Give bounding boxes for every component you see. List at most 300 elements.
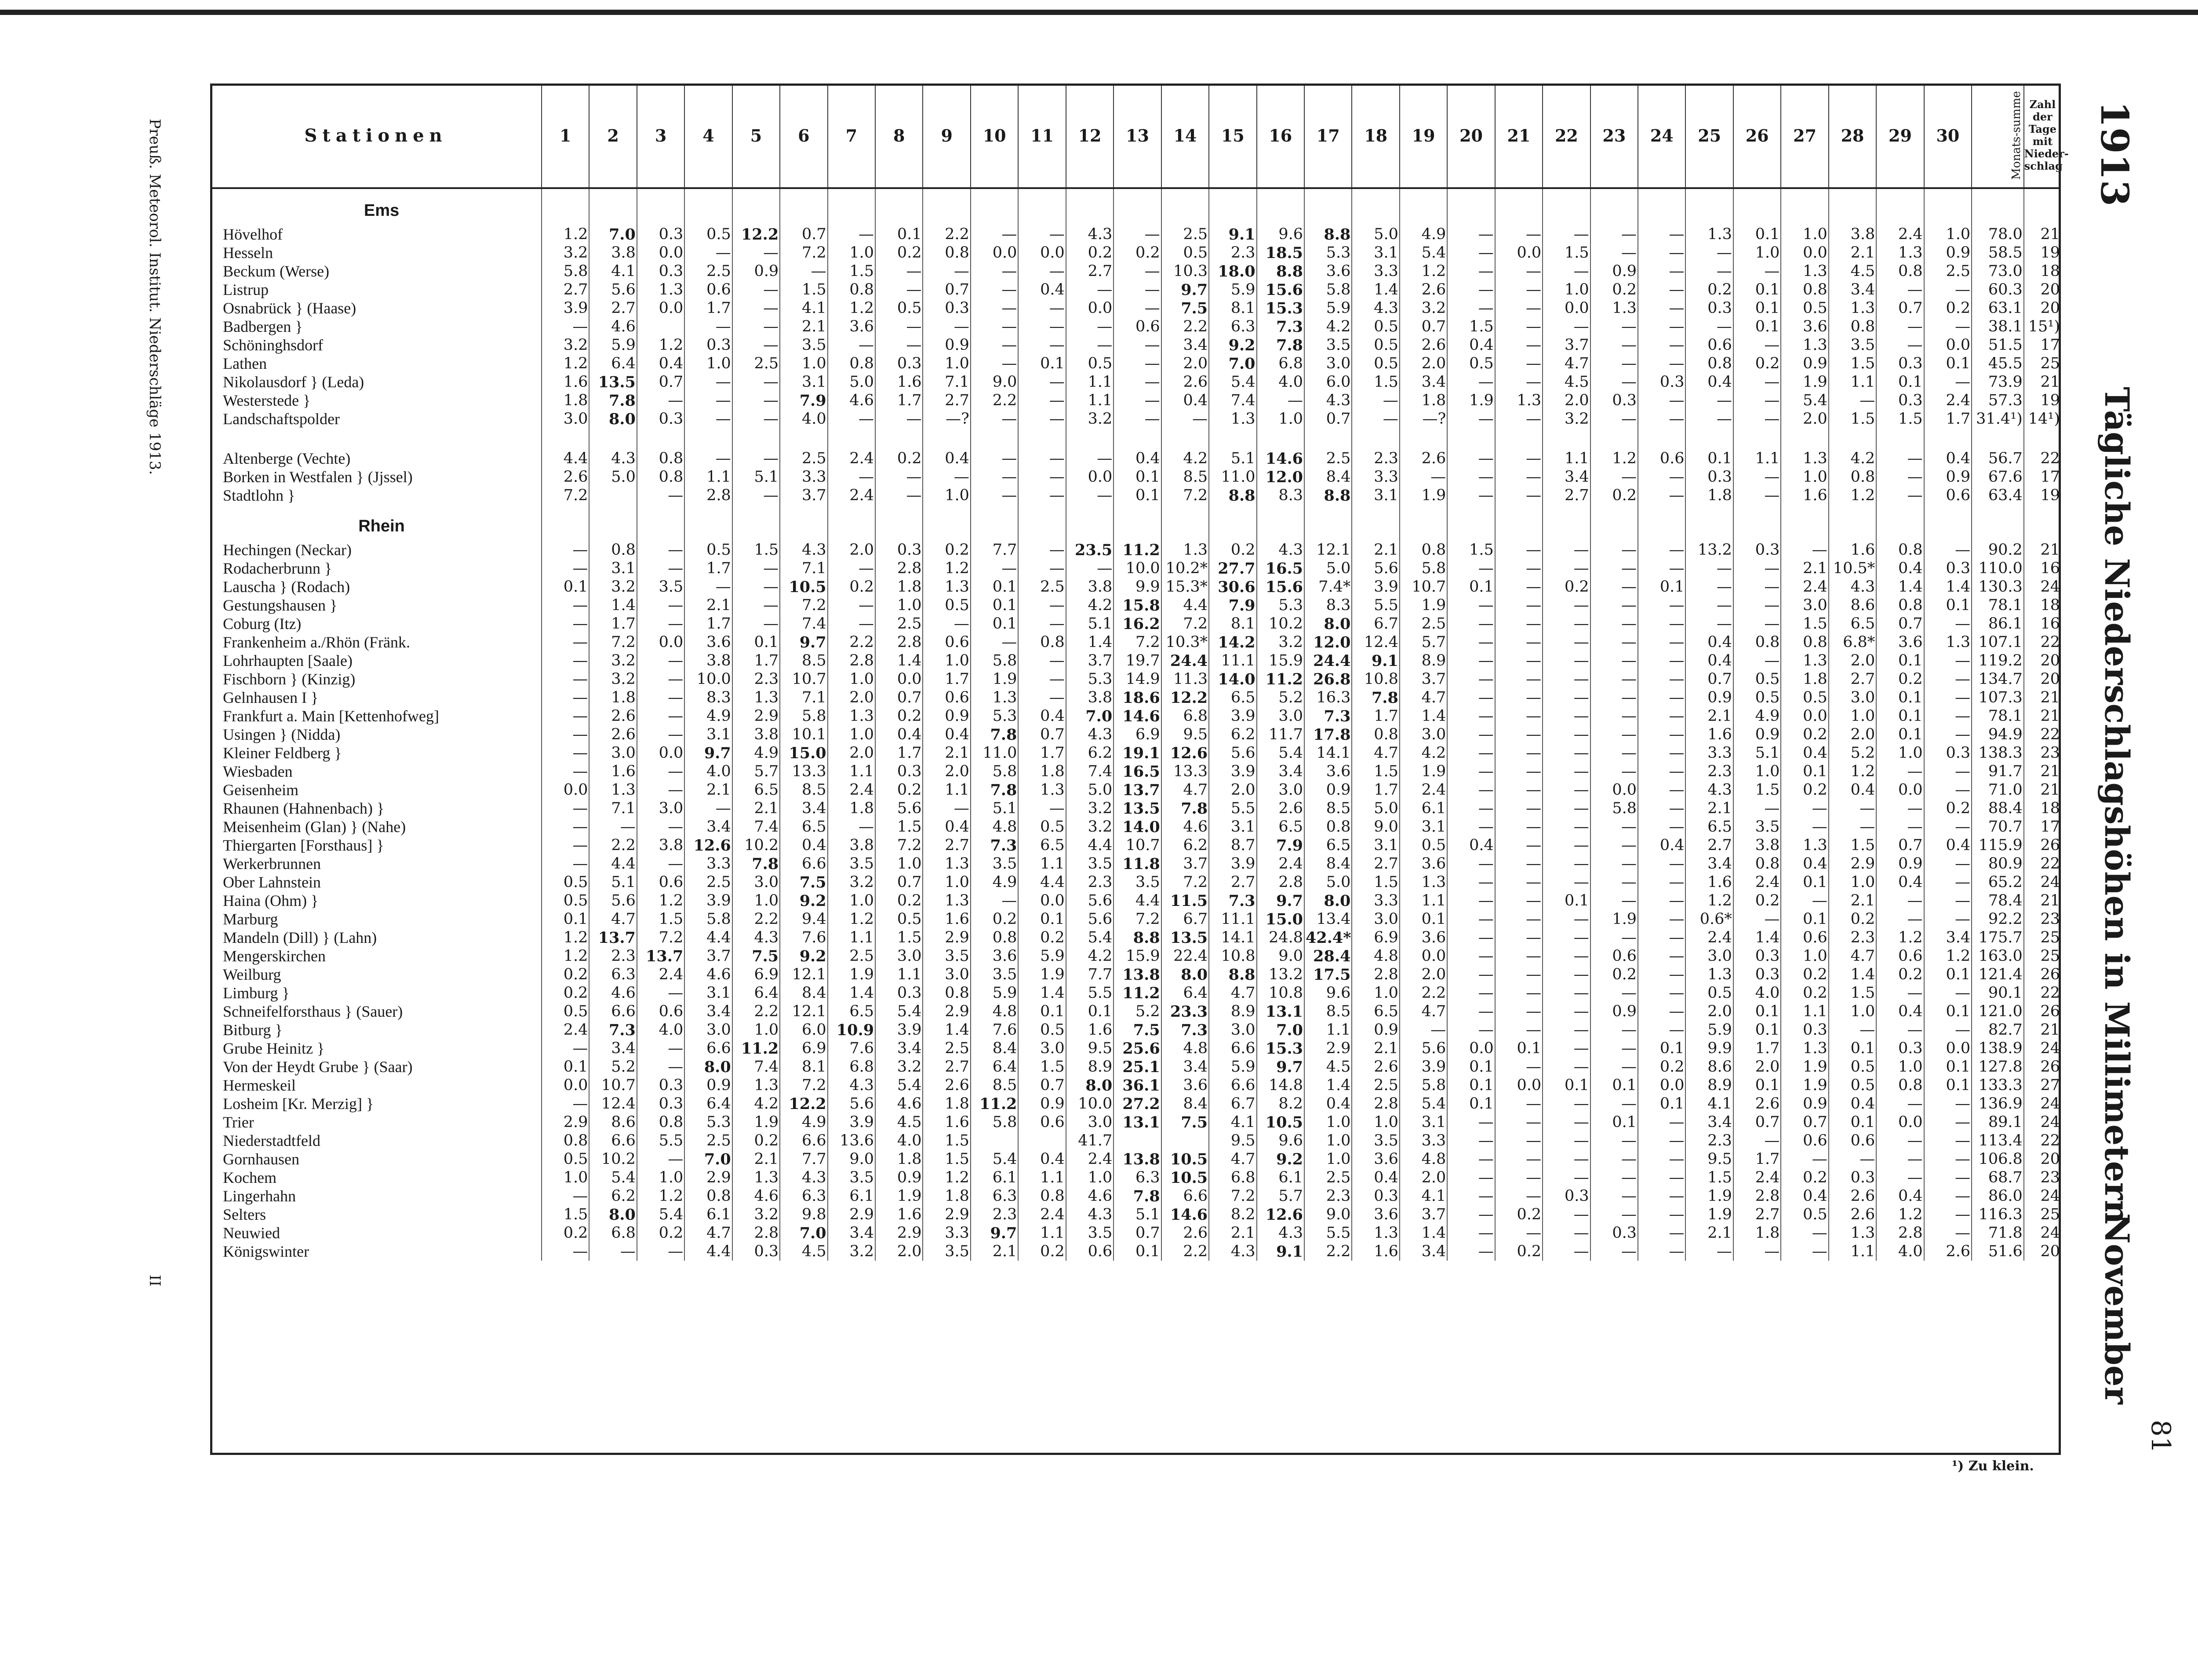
day-value-cell: — [1495,984,1543,1002]
rain-days-cell: 20 [2024,1242,2061,1261]
day-value-cell: 7.2 [1209,1187,1256,1205]
rain-days-cell: 15¹) [2024,317,2061,336]
day-value-cell: 5.1 [589,873,637,891]
day-header: 2 [589,84,637,188]
day-value-cell: — [1781,1242,1828,1261]
day-value-cell: — [1876,449,1924,468]
day-value-cell: 0.5 [684,225,732,244]
day-value-cell: 3.0 [1257,781,1304,799]
day-value-cell: 0.1 [1829,1113,1876,1131]
day-value-cell: 4.5 [1829,262,1876,280]
day-value-cell: 7.7 [780,1150,827,1168]
day-value-cell: — [1495,1131,1543,1150]
day-value-cell: 0.3 [1685,299,1733,317]
day-value-cell: 0.0 [637,633,684,651]
day-value-cell: 13.8 [1114,965,1161,984]
day-value-cell: 0.1 [1543,891,1590,910]
day-value-cell: — [1638,762,1685,781]
day-value-cell: 3.8 [684,651,732,670]
rain-days-cell: 25 [2024,947,2061,965]
day-value-cell: 7.9 [1257,836,1304,855]
day-value-cell: 4.3 [1829,578,1876,596]
day-value-cell: 8.1 [1209,299,1256,317]
day-value-cell: 3.5 [828,855,875,873]
day-value-cell: 5.6 [589,891,637,910]
day-value-cell: 26.8 [1304,670,1352,688]
day-value-cell: 2.1 [732,1150,780,1168]
day-value-cell: 3.2 [589,578,637,596]
day-value-cell: 0.1 [1924,1002,1972,1021]
month-sum-cell: 82.7 [1972,1021,2024,1039]
day-value-cell: 2.6 [1400,336,1447,354]
day-value-cell: 1.3 [1781,449,1828,468]
station-name: Niederstadtfeld [223,1132,320,1149]
day-value-cell: 0.0 [1590,781,1638,799]
day-value-cell: 10.8 [1352,670,1399,688]
day-value-cell: 2.8 [684,486,732,505]
day-value-cell: 0.0 [637,299,684,317]
day-value-cell: — [1495,873,1543,891]
day-value-cell: — [542,1095,589,1113]
day-value-cell: 3.0 [637,799,684,818]
day-value-cell: 13.5 [1161,928,1209,947]
rain-days-cell: 21 [2024,1021,2061,1039]
day-value-cell: 1.3 [1161,541,1209,559]
day-value-cell: 7.4 [1209,391,1256,410]
day-value-cell: 4.1 [1685,1095,1733,1113]
day-value-cell: — [1543,799,1590,818]
month-sum-cell: 134.7 [1972,670,2024,688]
day-value-cell: 9.4 [780,910,827,928]
day-value-cell: 10.5 [780,578,827,596]
day-value-cell: 5.1 [1209,449,1256,468]
day-value-cell: — [828,818,875,836]
day-value-cell: 6.6 [589,1131,637,1150]
day-value-cell: 0.3 [875,541,923,559]
day-value-cell: — [1638,299,1685,317]
day-value-cell: 2.0 [1400,1168,1447,1187]
day-value-cell: — [1781,891,1828,910]
day-value-cell: — [1638,280,1685,299]
rain-days-cell: 20 [2024,280,2061,299]
day-value-cell: — [1733,391,1781,410]
day-value-cell: 2.1 [732,799,780,818]
day-value-cell: 8.7 [1209,836,1256,855]
day-value-cell: 1.3 [1924,633,1972,651]
station-name: Grube Heinitz } [223,1040,325,1057]
month-sum-cell: 51.6 [1972,1242,2024,1261]
month-sum-cell: 73.0 [1972,262,2024,280]
day-value-cell: 0.1 [1018,910,1066,928]
day-value-cell: — [1733,336,1781,354]
day-value-cell: — [1590,855,1638,873]
day-value-cell: 5.6 [828,1095,875,1113]
day-value-cell: — [732,486,780,505]
day-value-cell: 3.5 [1114,873,1161,891]
day-value-cell: 1.0 [684,354,732,373]
day-value-cell: 1.3 [732,1168,780,1187]
day-value-cell: 7.1 [589,799,637,818]
day-value-cell: 4.6 [589,984,637,1002]
day-value-cell: 1.7 [684,615,732,633]
day-value-cell: 2.3 [1685,762,1733,781]
day-value-cell: 3.4 [1161,336,1209,354]
day-value-cell: 3.0 [1829,688,1876,707]
day-value-cell: — [1447,928,1495,947]
day-value-cell: — [1447,468,1495,486]
day-value-cell: 2.2 [971,391,1018,410]
day-value-cell: 2.4 [1733,873,1781,891]
day-value-cell: 1.7 [1733,1039,1781,1058]
day-value-cell: — [1924,1224,1972,1242]
day-value-cell: 5.1 [971,799,1018,818]
day-value-cell: 1.9 [1781,373,1828,391]
day-value-cell: 2.0 [1209,781,1256,799]
day-value-cell: 2.0 [1829,651,1876,670]
day-value-cell: 1.5 [780,280,827,299]
day-value-cell: 8.0 [1304,615,1352,633]
day-value-cell: — [1733,486,1781,505]
day-value-cell: 5.6 [1352,559,1399,578]
day-value-cell: 4.7 [1352,744,1399,762]
day-value-cell: — [637,1058,684,1076]
day-value-cell: 1.0 [828,891,875,910]
month-sum-cell: 71.8 [1972,1224,2024,1242]
day-value-cell: 6.5 [732,781,780,799]
day-value-cell: 0.5 [1733,688,1781,707]
day-value-cell: 8.2 [1257,1095,1304,1113]
day-value-cell: — [1018,559,1066,578]
day-value-cell: — [732,317,780,336]
day-value-cell: 5.2 [1257,688,1304,707]
station-name: Listrup [223,281,269,298]
day-value-cell: 0.6 [684,280,732,299]
day-value-cell: — [1018,670,1066,688]
day-value-cell: 1.0 [1304,1113,1352,1131]
day-value-cell: 14.6 [1257,449,1304,468]
day-value-cell: — [1495,688,1543,707]
day-value-cell: 4.7 [589,910,637,928]
day-value-cell: — [1590,818,1638,836]
day-value-cell: — [1447,449,1495,468]
day-value-cell: 0.8 [1829,317,1876,336]
station-name: Lingerhahn [223,1187,296,1205]
day-value-cell: — [875,468,923,486]
day-value-cell: 3.8 [589,244,637,262]
day-value-cell: 0.7 [637,373,684,391]
day-value-cell: 0.6 [1066,1242,1114,1261]
day-value-cell: 0.4 [1352,1168,1399,1187]
day-value-cell: — [1447,984,1495,1002]
day-value-cell: — [1495,317,1543,336]
day-value-cell: 1.3 [1876,244,1924,262]
day-value-cell: 0.4 [1876,1187,1924,1205]
day-value-cell: — [1638,1131,1685,1150]
day-value-cell: 8.5 [780,781,827,799]
month-sum-cell: 38.1 [1972,317,2024,336]
day-value-cell: 7.1 [780,688,827,707]
day-value-cell: — [1638,688,1685,707]
day-value-cell: 1.0 [923,354,970,373]
day-value-cell: — [1495,596,1543,615]
day-value-cell: 1.9 [1400,762,1447,781]
day-value-cell: 7.4 [732,818,780,836]
station-name: Selters [223,1206,266,1223]
day-value-cell: 0.5 [875,910,923,928]
day-value-cell: 5.8 [971,762,1018,781]
day-value-cell: — [1495,744,1543,762]
day-value-cell: — [1685,596,1733,615]
day-value-cell: — [1733,578,1781,596]
section-note: II [146,1275,164,1287]
day-value-cell: 1.2 [923,1168,970,1187]
rain-days-cell: 21 [2024,541,2061,559]
day-value-cell: 2.8 [1733,1187,1781,1205]
day-value-cell: 0.9 [923,707,970,725]
rain-days-cell: 26 [2024,1058,2061,1076]
day-value-cell: 3.3 [1352,468,1399,486]
day-value-cell: 2.0 [1685,1002,1733,1021]
day-value-cell: — [828,559,875,578]
day-value-cell: 9.2 [1257,1150,1304,1168]
day-value-cell: 12.1 [780,1002,827,1021]
day-value-cell: 1.6 [923,910,970,928]
day-value-cell: 1.9 [1018,965,1066,984]
day-value-cell: 0.9 [875,1168,923,1187]
day-value-cell: 6.9 [1352,928,1399,947]
station-name: Meisenheim (Glan) } (Nahe) [223,818,406,836]
day-value-cell: 1.9 [971,670,1018,688]
day-value-cell: — [1590,1205,1638,1224]
day-value-cell: 0.4 [1161,391,1209,410]
day-value-cell: 1.5 [1781,615,1828,633]
day-value-cell: 2.1 [1781,559,1828,578]
day-value-cell: 1.3 [1781,1039,1828,1058]
day-value-cell: — [1733,1131,1781,1150]
day-value-cell: 0.9 [684,1076,732,1095]
day-value-cell: 1.1 [828,928,875,947]
day-value-cell: 1.0 [875,596,923,615]
day-value-cell: 0.6 [923,688,970,707]
day-value-cell: 5.1 [1114,1205,1161,1224]
day-value-cell: 0.4 [1829,781,1876,799]
station-name: Lathen [223,355,267,372]
day-value-cell: 2.6 [1161,373,1209,391]
day-value-cell: 5.4 [875,1002,923,1021]
station-name: Nikolausdorf } (Leda) [223,373,364,391]
day-value-cell: 4.6 [589,317,637,336]
day-value-cell: 1.1 [1066,391,1114,410]
day-value-cell: 4.9 [971,873,1018,891]
day-value-cell: 10.5* [1829,559,1876,578]
rain-days-cell: 24 [2024,873,2061,891]
day-value-cell: 4.9 [684,707,732,725]
day-value-cell: 3.2 [1543,410,1590,428]
day-value-cell: 5.4 [1257,744,1304,762]
day-value-cell: — [1495,947,1543,965]
station-name: Frankfurt a. Main [Kettenhofweg] [223,707,439,725]
day-value-cell: 0.4 [1781,1187,1828,1205]
day-value-cell: — [1114,299,1161,317]
day-value-cell: — [1495,1168,1543,1187]
day-value-cell: — [542,762,589,781]
day-value-cell: 11.0 [971,744,1018,762]
day-value-cell: — [828,225,875,244]
day-value-cell: — [1066,317,1114,336]
station-name: Beckum (Werse) [223,262,329,280]
day-value-cell: 7.0 [1209,354,1256,373]
day-header: 9 [923,84,970,188]
day-value-cell: 0.9 [1352,1021,1399,1039]
day-value-cell: 0.5 [923,596,970,615]
day-value-cell: — [542,707,589,725]
day-value-cell: — [1495,280,1543,299]
day-value-cell: 0.1 [1447,1058,1495,1076]
day-value-cell: 1.0 [542,1168,589,1187]
day-value-cell: 2.9 [923,1205,970,1224]
day-value-cell: 1.9 [732,1113,780,1131]
day-header: 8 [875,84,923,188]
day-value-cell: — [1590,225,1638,244]
day-value-cell: 1.2 [1924,947,1972,965]
day-value-cell: 2.5 [1352,1076,1399,1095]
day-value-cell: — [637,725,684,744]
day-value-cell: 1.6 [1352,1242,1399,1261]
rain-days-cell: 21 [2024,891,2061,910]
day-value-cell: 6.7 [1209,1095,1256,1113]
day-value-cell: 7.1 [923,373,970,391]
day-value-cell: 7.2 [780,244,827,262]
day-value-cell: 8.4 [780,984,827,1002]
day-value-cell: — [1876,891,1924,910]
day-value-cell: 4.5 [1543,373,1590,391]
month-sum-cell: 121.0 [1972,1002,2024,1021]
day-value-cell: 0.3 [1638,373,1685,391]
day-value-cell: 0.0 [875,670,923,688]
day-value-cell: 0.1 [1447,1095,1495,1113]
day-value-cell: — [732,280,780,299]
day-value-cell: 2.9 [1304,1039,1352,1058]
day-value-cell: 2.0 [1781,410,1828,428]
day-value-cell: 1.8 [1781,670,1828,688]
day-value-cell: 2.9 [684,1168,732,1187]
day-value-cell: 4.7 [1400,1002,1447,1021]
day-value-cell: 6.9 [780,1039,827,1058]
day-value-cell: 0.9 [732,262,780,280]
day-value-cell: 7.2 [1161,615,1209,633]
day-value-cell: 15.9 [1257,651,1304,670]
day-value-cell: 0.2 [732,1131,780,1150]
day-value-cell: — [1018,486,1066,505]
station-name: Limburg } [223,984,290,1002]
day-value-cell: 4.9 [1400,225,1447,244]
day-value-cell: — [1590,1187,1638,1205]
day-value-cell: 1.6 [589,762,637,781]
day-value-cell: — [1495,468,1543,486]
day-value-cell: — [1685,559,1733,578]
day-value-cell: — [684,449,732,468]
day-value-cell: — [1638,947,1685,965]
station-name: Schneifelforsthaus } (Sauer) [223,1003,403,1020]
day-value-cell: — [1733,596,1781,615]
rain-days-cell: 23 [2024,910,2061,928]
day-value-cell: 1.1 [1733,449,1781,468]
day-value-cell: — [1447,855,1495,873]
day-value-cell: — [1543,1021,1590,1039]
day-value-cell: 2.6 [1352,1058,1399,1076]
day-value-cell: 6.5 [1829,615,1876,633]
day-value-cell: 14.6 [1114,707,1161,725]
day-value-cell: 7.8 [971,781,1018,799]
month-sum-cell: 58.5 [1972,244,2024,262]
day-value-cell: 0.8 [1876,541,1924,559]
day-value-cell: 8.5 [1161,468,1209,486]
day-value-cell: 0.4 [1924,836,1972,855]
day-value-cell: — [684,391,732,410]
rain-days-cell: 26 [2024,965,2061,984]
day-value-cell: 0.2 [1590,486,1638,505]
day-value-cell: 3.3 [780,468,827,486]
day-value-cell: — [1590,633,1638,651]
day-value-cell: — [1495,762,1543,781]
day-value-cell: — [1733,373,1781,391]
day-value-cell: 10.2* [1161,559,1209,578]
day-value-cell: 1.1 [1304,1021,1352,1039]
station-name: Werkerbrunnen [223,855,321,873]
day-value-cell: — [1733,468,1781,486]
station-name: Hermeskeil [223,1076,296,1094]
day-value-cell: 2.2 [1400,984,1447,1002]
day-value-cell: — [1924,1021,1972,1039]
day-value-cell: — [1447,373,1495,391]
day-header: 6 [780,84,827,188]
day-value-cell: 6.6 [780,855,827,873]
month-sum-cell: 86.0 [1972,1187,2024,1205]
month-sum-cell: 136.9 [1972,1095,2024,1113]
station-name: Wiesbaden [223,763,293,780]
day-value-cell: 1.7 [1352,707,1399,725]
day-value-cell: 4.3 [780,541,827,559]
day-value-cell: 5.9 [1209,1058,1256,1076]
day-value-cell: 9.0 [1257,947,1304,965]
day-value-cell: — [1447,910,1495,928]
day-value-cell: 1.9 [875,1187,923,1205]
day-value-cell: 14.1 [1304,744,1352,762]
day-value-cell: 12.2 [1161,688,1209,707]
rain-days-cell: 24 [2024,1224,2061,1242]
day-value-cell: — [637,559,684,578]
day-value-cell: 9.7 [780,633,827,651]
day-value-cell: — [1638,1021,1685,1039]
month-sum-cell: 60.3 [1972,280,2024,299]
day-value-cell: — [1685,317,1733,336]
day-value-cell: 0.7 [1733,1113,1781,1131]
day-value-cell: 6.4 [589,354,637,373]
rain-days-cell: 20 [2024,670,2061,688]
day-value-cell: 1.7 [923,670,970,688]
day-value-cell: 1.3 [971,688,1018,707]
day-value-cell: 6.5 [780,818,827,836]
day-value-cell: 2.5 [1161,225,1209,244]
rain-days-cell: 22 [2024,633,2061,651]
day-value-cell: 5.0 [1304,559,1352,578]
day-value-cell: — [1114,262,1161,280]
day-value-cell: — [1924,725,1972,744]
day-value-cell: — [542,541,589,559]
day-value-cell: 11.1 [1209,651,1256,670]
day-value-cell: 7.2 [589,633,637,651]
page-number: 81 [2145,1420,2176,1454]
